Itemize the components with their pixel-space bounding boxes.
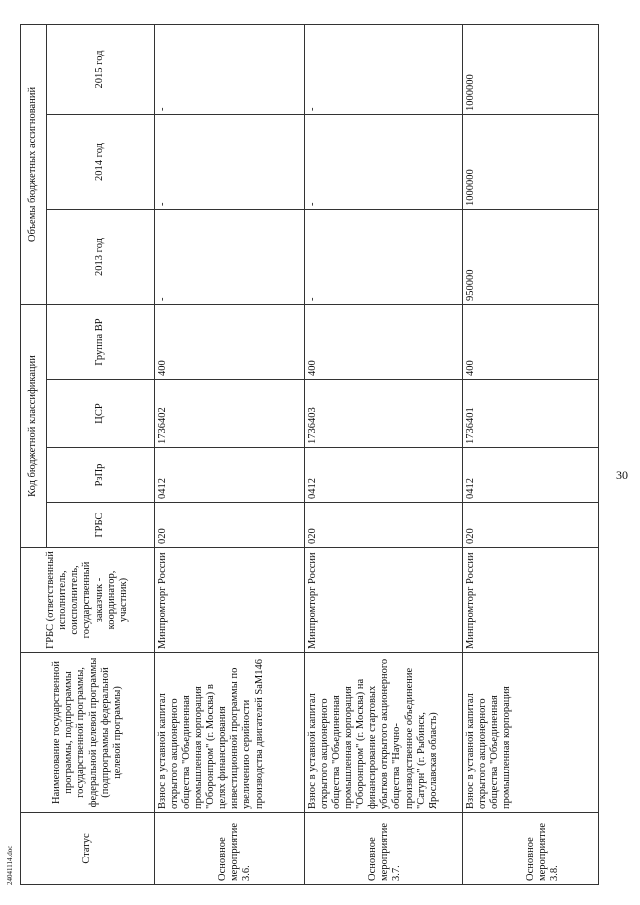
cell-rzpr: 0412 <box>305 448 463 503</box>
cell-2014: 1000000 <box>463 114 599 209</box>
header-budget-group: Объемы бюджетных ассигнований <box>21 24 47 304</box>
cell-2013: - <box>305 209 463 304</box>
cell-2013: 950000 <box>463 209 599 304</box>
cell-2015: - <box>155 24 305 114</box>
header-2014: 2014 год <box>47 114 155 209</box>
header-vr: Группа ВР <box>47 304 155 379</box>
header-grbs-code: ГРБС <box>47 503 155 548</box>
cell-rzpr: 0412 <box>155 448 305 503</box>
rotated-content <box>20 25 628 885</box>
cell-csr: 1736401 <box>463 380 599 448</box>
header-classification-group: Код бюджетной классификации <box>21 304 47 547</box>
table-row <box>155 24 305 884</box>
file-footer: 24041114.doc <box>6 845 14 885</box>
cell-2015: 1000000 <box>463 24 599 114</box>
cell-rzpr: 0412 <box>463 448 599 503</box>
header-rzpr: РзПр <box>47 448 155 503</box>
cell-vr: 400 <box>305 304 463 379</box>
table-row <box>305 24 463 884</box>
budget-table <box>20 24 599 885</box>
page-number: 30 <box>616 468 628 482</box>
cell-2014: - <box>305 114 463 209</box>
cell-grbs-code: 020 <box>155 503 305 548</box>
cell-csr: 1736402 <box>155 380 305 448</box>
cell-grbs-code: 020 <box>463 503 599 548</box>
header-2015: 2015 год <box>47 24 155 114</box>
header-grbs: ГРБС (ответственный исполнитель, соисполнитель, государственный заказчик - координатор, участник) <box>21 548 155 653</box>
header-status: Статус <box>21 813 155 885</box>
cell-grbs: Минпромторг России <box>463 548 599 653</box>
cell-2015: - <box>305 24 463 114</box>
cell-csr: 1736403 <box>305 380 463 448</box>
cell-status: Основное мероприятие 3.7. <box>305 813 463 885</box>
cell-2014: - <box>155 114 305 209</box>
header-name: Наименование государственной программы, подпрограммы государственной программы, федеральной целевой программы (подпрограммы федеральной целевой программы) <box>21 653 155 813</box>
cell-status: Основное мероприятие 3.6. <box>155 813 305 885</box>
cell-name: Взнос в уставной капитал открытого акционерного общества "Объединенная промышленная корпорация <box>463 653 599 813</box>
cell-grbs-code: 020 <box>305 503 463 548</box>
header-2013: 2013 год <box>47 209 155 304</box>
cell-name: Взнос в уставной капитал открытого акционерного общества "Объединенная промышленная корпорация "Оборонпром" (г. Москва) на финансирование стартовых убытков открытого акционерного общества "Научно-производственное объединение "Сатурн" (г. Рыбинск, Ярославская область) <box>305 653 463 813</box>
table-row <box>463 24 599 884</box>
header-csr: ЦСР <box>47 380 155 448</box>
cell-2013: - <box>155 209 305 304</box>
cell-status: Основное мероприятие 3.8. <box>463 813 599 885</box>
cell-vr: 400 <box>463 304 599 379</box>
cell-name: Взнос в уставной капитал открытого акционерного общества "Объединенная промышленная корпорация "Оборонпром" (г. Москва) в целях финансирования инвестиционной программы по увеличению серийности производства двигателей SaM146 <box>155 653 305 813</box>
cell-grbs: Минпромторг России <box>155 548 305 653</box>
cell-grbs: Минпромторг России <box>305 548 463 653</box>
cell-vr: 400 <box>155 304 305 379</box>
